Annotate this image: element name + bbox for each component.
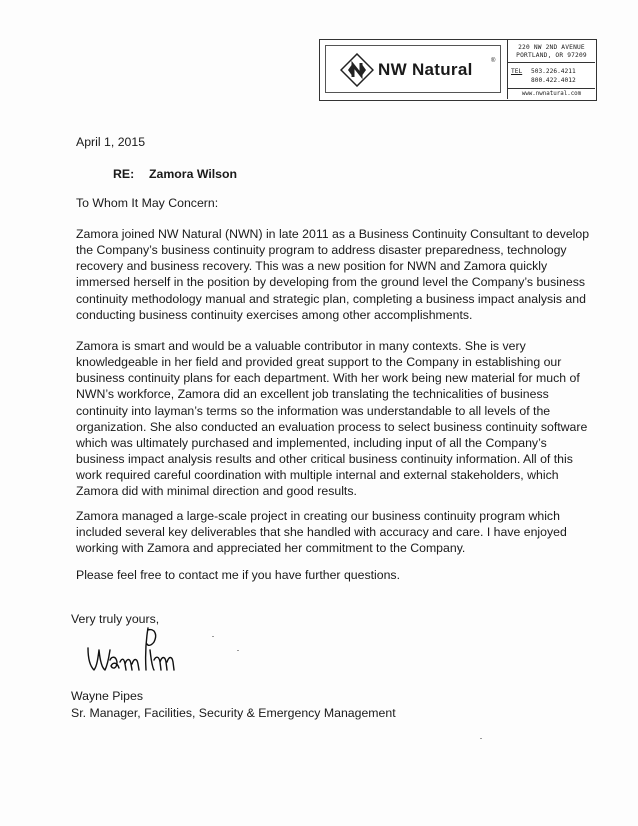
letterhead-contact <box>508 40 595 99</box>
scan-speck <box>480 738 482 739</box>
paragraph-line: knowledgeable in her field and provided great support to the Company in establishing our <box>76 355 562 370</box>
paragraph-line: conducting business continuity exercises among other accomplishments. <box>76 307 473 322</box>
paragraph-line: Zamora managed a large-scale project in creating our business continuity program which <box>76 509 560 523</box>
letterhead-address <box>508 40 595 63</box>
scan-speck <box>212 636 214 637</box>
paragraph-2 <box>76 338 588 500</box>
registered-mark: ® <box>491 58 496 64</box>
paragraph-line: recovery and business recovery. This was a new position for NWN and Zamora quickly <box>76 259 548 274</box>
signer-title: Sr. Manager, Facilities, Security & Emergency Management <box>71 706 396 720</box>
handwritten-signature <box>84 620 194 680</box>
letterhead-logo-area <box>320 40 508 99</box>
address-line-2: PORTLAND, OR 97209 <box>516 52 587 59</box>
address-line-1: 220 NW 2ND AVENUE <box>518 44 585 51</box>
paragraph-line: the Company’s business continuity program to address disaster preparedness, technology <box>76 243 567 258</box>
paragraph-line: work required careful coordination with multiple internal and external stakeholders, which <box>76 468 559 483</box>
closing: Very truly yours, <box>71 612 160 626</box>
letter-date: April 1, 2015 <box>76 135 146 149</box>
signer-name: Wayne Pipes <box>71 689 143 703</box>
letterhead-logo-frame <box>325 45 501 93</box>
salutation: To Whom It May Concern: <box>76 196 219 210</box>
phone-numbers <box>531 67 576 85</box>
brand-name: NW Natural <box>378 60 473 79</box>
letterhead-website: www.nwnatural.com <box>521 91 582 97</box>
paragraph-line: organization. She also conducted an evaluation process to select business continuity software <box>76 419 588 434</box>
paragraph-3 <box>76 508 576 556</box>
letterhead-phone <box>508 63 595 89</box>
nw-natural-logo-icon <box>340 53 374 87</box>
paragraph-line: working with Zamora and appreciated her commitment to the Company. <box>76 541 466 556</box>
phone-1: 503.226.4211 <box>531 68 576 75</box>
paragraph-1 <box>76 226 590 323</box>
re-label: RE: <box>113 167 135 181</box>
paragraph-line: business impact analysis results and other critical business continuity information. All of this <box>76 452 573 467</box>
paragraph-line: Zamora is smart and would be a valuable contributor in many contexts. She is very <box>76 339 526 353</box>
paragraph-4 <box>76 567 576 583</box>
paragraph-line: which was ultimately purchased and implemented, including input of all the Company’s <box>76 435 547 450</box>
paragraph-line: included several key deliverables that she handled with accuracy and care. I have enjoyed <box>76 525 567 540</box>
paragraph-line: Please feel free to contact me if you have further questions. <box>76 568 401 582</box>
tel-label: TEL <box>511 68 523 75</box>
paragraph-line: NWN’s workforce, Zamora did an excellent job translating the technicalities of business <box>76 387 549 402</box>
paragraph-line: immersed herself in the position by developing from the ground level the Company’s business <box>76 275 586 290</box>
letterhead <box>319 39 597 101</box>
paragraph-line: continuity methodology manual and strategic plan, completing a business impact analysis and <box>76 291 586 306</box>
paragraph-line: Zamora joined NW Natural (NWN) in late 2011 as a Business Continuity Consultant to develop <box>76 227 590 241</box>
re-subject-name: Zamora Wilson <box>149 167 238 181</box>
scan-speck <box>237 650 239 651</box>
paragraph-line: continuity into layman’s terms so the information was understandable to all levels of the <box>76 403 551 418</box>
paragraph-line: Zamora did with minimal direction and good results. <box>76 484 357 499</box>
phone-2: 800.422.4012 <box>531 77 576 84</box>
paragraph-line: business continuity plans for each department. With her work being new material for much of <box>76 371 580 386</box>
